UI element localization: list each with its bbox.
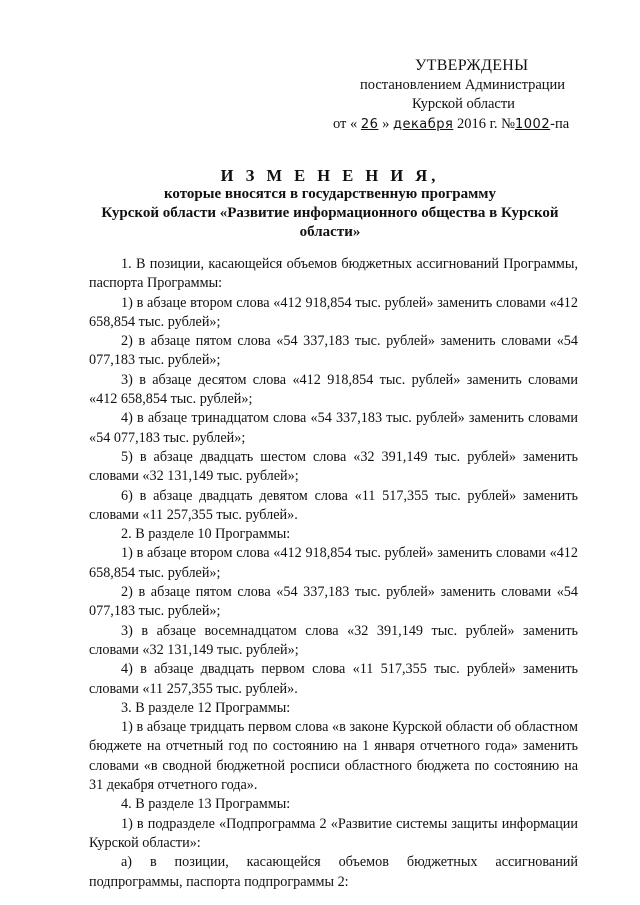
paragraph: 1) в подразделе «Подпрограмма 2 «Развитие системы защиты информации Курской области»: [89,815,578,851]
title-line-2: Курской области «Развитие информационного общества в Курской области» [101,205,559,240]
paragraph: 4. В разделе 13 Программы: [121,796,291,813]
paragraph: 6) в абзаце двадцать девятом слова «11 517,355 тыс. рублей» заменить словами «11 257,355 тыс. рублей». [89,487,578,523]
handwritten-day: 26 [360,117,379,132]
paragraph: а) в позиции, касающейся объемов бюджетных ассигнований подпрограммы, паспорта подпрограммы 2: [89,854,578,890]
document-title [90,166,570,242]
paragraph: 1) в абзаце тридцать первом слова «в законе Курской области об областном бюджете на отчетный год по состоянию на 1 января отчетного года» заменить словами «в сводной бюджетной росписи областного бюджета по состоянию на 31 декабря отчетного года». [89,719,578,794]
date-mid: » [382,116,390,132]
paragraph: 2) в абзаце пятом слова «54 337,183 тыс. рублей» заменить словами «54 077,183 тыс. рублей»; [89,584,578,620]
approval-line-2: Курской области [412,96,515,112]
paragraph: 5) в абзаце двадцать шестом слова «32 391,149 тыс. рублей» заменить словами «32 131,149 тыс. рублей»; [89,448,578,485]
paragraph: 3) в абзаце восемнадцатом слова «32 391,149 тыс. рублей» заменить словами «32 131,149 тыс. рублей»; [89,622,578,658]
title-heading: И З М Е Н Е Н И Я, [220,166,440,185]
approval-date-line [333,115,569,134]
paragraph: 1) в абзаце втором слова «412 918,854 тыс. рублей» заменить словами «412 658,854 тыс. рублей»; [89,294,578,330]
paragraph: 1. В позиции, касающейся объемов бюджетных ассигнований Программы, паспорта Программы: [89,256,578,292]
approval-line-1: постановлением Администрации [360,77,566,93]
handwritten-number: 1002 [515,117,551,132]
handwritten-month: декабря [392,117,454,132]
year-text: 2016 г. № [456,116,516,132]
document-body [89,255,578,892]
date-prefix: от « [333,116,358,132]
number-suffix: -па [550,116,570,132]
paragraph: 2) в абзаце пятом слова «54 337,183 тыс. рублей» заменить словами «54 077,183 тыс. рублей»; [89,333,578,369]
paragraph: 4) в абзаце тринадцатом слова «54 337,183 тыс. рублей» заменить словами «54 077,183 тыс. рублей»; [89,410,578,446]
title-line-1: которые вносятся в государственную программу [163,186,497,202]
paragraph: 2. В разделе 10 Программы: [121,526,291,543]
approval-heading: УТВЕРЖДЕНЫ [415,57,529,74]
paragraph: 1) в абзаце втором слова «412 918,854 тыс. рублей» заменить словами «412 658,854 тыс. рублей»; [89,545,578,581]
paragraph: 4) в абзаце двадцать первом слова «11 517,355 тыс. рублей» заменить словами «11 257,355 тыс. рублей». [89,661,578,697]
paragraph: 3. В разделе 12 Программы: [121,699,291,716]
paragraph: 3) в абзаце десятом слова «412 918,854 тыс. рублей» заменить словами «412 658,854 тыс. рублей»; [89,371,578,408]
